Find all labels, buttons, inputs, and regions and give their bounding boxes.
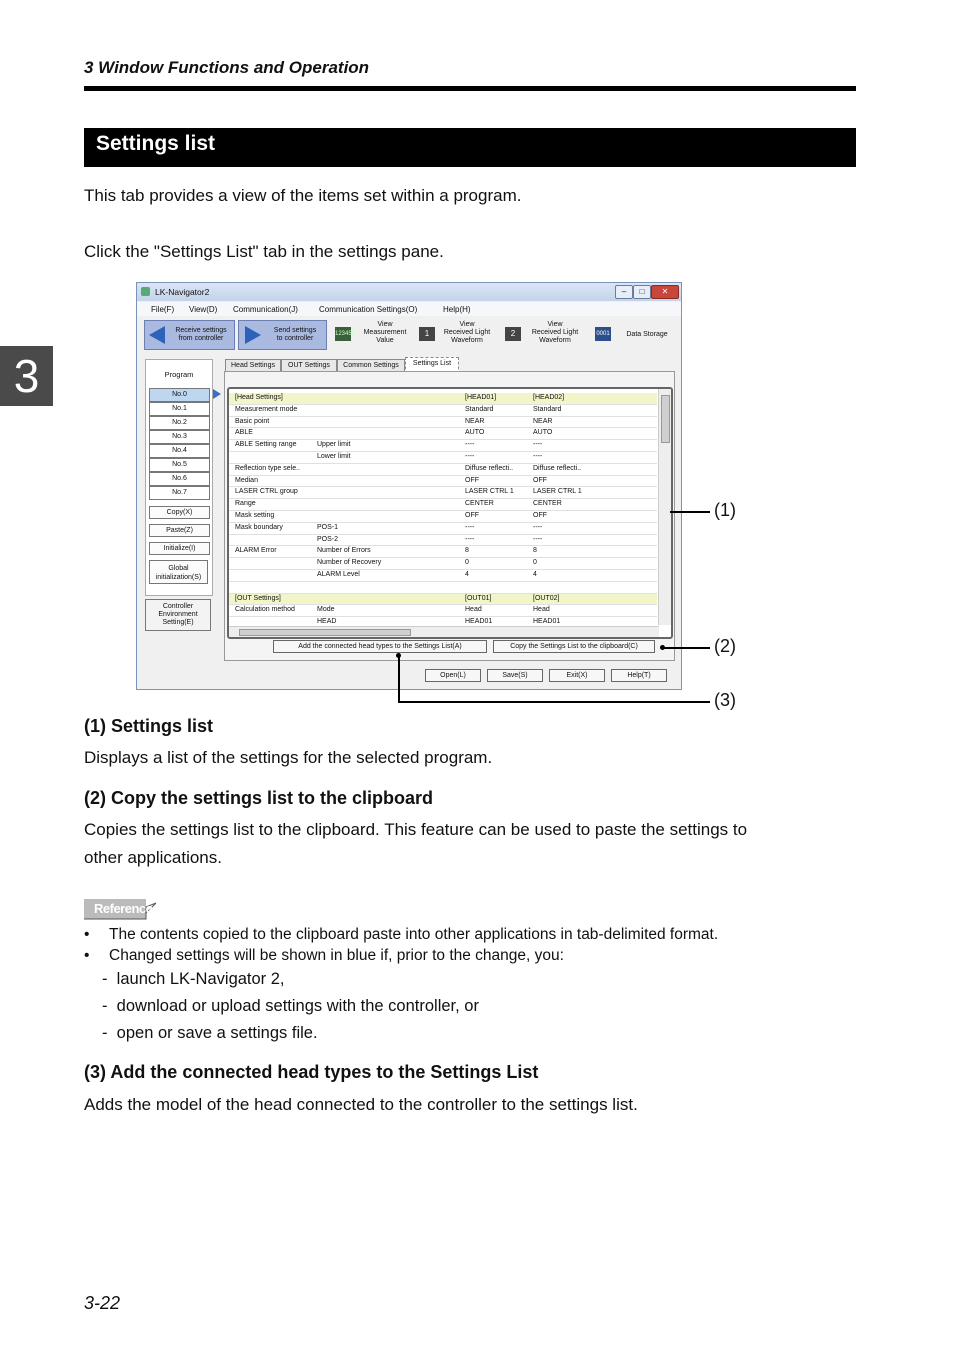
- program-item[interactable]: No.3: [149, 430, 210, 444]
- table-cell: LASER CTRL group: [235, 488, 298, 496]
- tab-common-settings[interactable]: Common Settings: [337, 359, 405, 371]
- initialize-button[interactable]: Initialize(I): [149, 542, 210, 555]
- table-cell: LASER CTRL 1: [465, 488, 514, 496]
- callout-3: (3): [714, 690, 736, 710]
- item-2-body: other applications.: [84, 848, 222, 867]
- table-cell: ALARM Level: [317, 570, 360, 578]
- table-cell: ----: [465, 452, 475, 460]
- selected-program-arrow-icon: [213, 389, 221, 399]
- minimize-icon[interactable]: –: [615, 285, 633, 299]
- table-cell: Upper limit: [317, 441, 351, 449]
- chapter-header: 3 Window Functions and Operation: [84, 58, 370, 77]
- data-storage-button[interactable]: Data Storage: [626, 331, 668, 338]
- table-row[interactable]: [229, 570, 657, 582]
- receive-settings-button[interactable]: Receive settings from controller: [144, 320, 235, 350]
- table-cell: Head: [533, 606, 550, 614]
- table-row[interactable]: [229, 428, 657, 440]
- menu-help[interactable]: Help(H): [443, 305, 471, 314]
- window-title: LK-Navigator2: [155, 287, 210, 297]
- table-cell: Mode: [317, 606, 335, 614]
- view-measurement-value-button[interactable]: View Measurement Value: [363, 321, 407, 344]
- add-head-types-button[interactable]: Add the connected head types to the Settings List(A): [273, 640, 487, 653]
- app-icon: [141, 287, 150, 296]
- table-row[interactable]: [229, 440, 657, 452]
- scroll-thumb[interactable]: [239, 629, 411, 636]
- instruction-text: Click the "Settings List" tab in the settings pane.: [84, 242, 444, 261]
- arrow-left-icon: [149, 326, 165, 344]
- program-item[interactable]: No.5: [149, 458, 210, 472]
- vertical-scrollbar[interactable]: [658, 389, 671, 625]
- reference-dash-item: - launch LK-Navigator 2,: [102, 970, 285, 988]
- table-cell: OFF: [465, 511, 479, 519]
- program-item[interactable]: No.1: [149, 402, 210, 416]
- item-2-title: (2) Copy the settings list to the clipboard: [84, 788, 434, 808]
- table-cell: Range: [235, 500, 256, 508]
- table-cell: Mask boundary: [235, 523, 283, 531]
- copy-to-clipboard-button[interactable]: Copy the Settings List to the clipboard(C): [493, 640, 655, 653]
- global-initialization-button[interactable]: Global initialization(S): [149, 560, 208, 584]
- reference-dash-item: - open or save a settings file.: [102, 1024, 318, 1042]
- callout-line-3h: [398, 701, 710, 703]
- table-cell: Lower limit: [317, 452, 351, 460]
- table-cell: OFF: [465, 476, 479, 484]
- table-row[interactable]: [229, 393, 657, 405]
- save-button[interactable]: Save(S): [487, 669, 543, 682]
- table-cell: Number of Errors: [317, 547, 371, 555]
- table-cell: [HEAD02]: [533, 394, 565, 401]
- arrow-right-icon: [245, 326, 261, 344]
- table-cell: Basic point: [235, 417, 270, 425]
- program-panel: [145, 359, 213, 596]
- item-1-body: Displays a list of the settings for the selected program.: [84, 748, 493, 767]
- table-cell: ----: [533, 523, 543, 531]
- reference-bullet: • The contents copied to the clipboard paste into other applications in tab-delimited format.: [84, 926, 719, 943]
- table-row[interactable]: [229, 499, 657, 511]
- menu-bar: [137, 302, 681, 316]
- item-1-title: (1) Settings list: [84, 716, 214, 736]
- table-cell: OFF: [533, 476, 547, 484]
- table-cell: Standard: [465, 405, 494, 413]
- table-cell: AUTO: [465, 429, 485, 437]
- table-cell: 4: [533, 570, 537, 578]
- menu-view[interactable]: View(D): [189, 305, 218, 314]
- table-cell: ----: [465, 523, 475, 531]
- tab-out-settings[interactable]: OUT Settings: [281, 359, 337, 371]
- table-cell: Head: [465, 606, 482, 614]
- item-2-body: Copies the settings list to the clipboard. This feature can be used to paste the settings to: [84, 820, 748, 839]
- header-rule: [84, 86, 856, 91]
- table-cell: ----: [533, 452, 543, 460]
- program-item[interactable]: No.4: [149, 444, 210, 458]
- table-cell: OFF: [533, 511, 547, 519]
- table-cell: [OUT02]: [533, 594, 560, 602]
- table-row[interactable]: [229, 464, 657, 476]
- measurement-value-icon: 123456: [335, 327, 351, 341]
- controller-environment-setting-button[interactable]: Controller Environment Setting(E): [145, 599, 211, 631]
- table-row[interactable]: [229, 511, 657, 523]
- callout-line-2: [664, 647, 710, 649]
- table-row[interactable]: [229, 594, 657, 606]
- table-cell: ALARM Error: [235, 547, 277, 555]
- reference-badge: Reference: [84, 899, 156, 921]
- view-waveform-2-button[interactable]: View Received Light Waveform: [531, 321, 579, 344]
- table-cell: Diffuse reflecti..: [533, 464, 582, 472]
- table-row[interactable]: [229, 476, 657, 488]
- table-row[interactable]: [229, 405, 657, 417]
- maximize-icon[interactable]: □: [633, 285, 651, 299]
- callout-1: (1): [714, 500, 736, 520]
- reference-bullet: • Changed settings will be shown in blue if, prior to the change, you:: [84, 947, 564, 964]
- table-cell: CENTER: [533, 500, 562, 508]
- settings-list-rows: [229, 393, 657, 639]
- program-item[interactable]: No.0: [149, 388, 210, 402]
- table-cell: ----: [465, 441, 475, 449]
- open-button[interactable]: Open(L): [425, 669, 481, 682]
- table-row[interactable]: [229, 558, 657, 570]
- program-title: Program: [164, 370, 194, 379]
- table-cell: CENTER: [465, 500, 494, 508]
- table-row[interactable]: [229, 535, 657, 547]
- table-cell: HEAD: [317, 618, 337, 626]
- copy-button[interactable]: Copy(X): [149, 506, 210, 519]
- table-cell: LASER CTRL 1: [533, 488, 582, 496]
- table-cell: ABLE: [235, 429, 253, 437]
- page-number: 3-22: [84, 1293, 121, 1313]
- table-cell: [OUT Settings]: [235, 594, 281, 602]
- reference-dash-item: - download or upload settings with the controller, or: [102, 997, 479, 1015]
- menu-file[interactable]: File(F): [151, 305, 175, 314]
- menu-communication[interactable]: Communication(J): [233, 305, 298, 314]
- table-cell: NEAR: [533, 417, 553, 425]
- table-cell: 8: [465, 547, 469, 555]
- table-cell: Standard: [533, 405, 562, 413]
- callout-2: (2): [714, 636, 736, 656]
- send-settings-button[interactable]: Send settings to controller: [238, 320, 327, 350]
- table-row[interactable]: [229, 546, 657, 558]
- item-3-body: Adds the model of the head connected to the controller to the settings list.: [84, 1095, 638, 1114]
- program-item[interactable]: No.7: [149, 486, 210, 500]
- table-row[interactable]: [229, 452, 657, 464]
- table-cell: ----: [533, 535, 543, 543]
- table-cell: ----: [533, 441, 543, 449]
- head1-icon: 1: [419, 327, 435, 341]
- table-cell: POS-2: [317, 535, 339, 543]
- table-cell: Reflection type sele..: [235, 464, 300, 472]
- table-cell: ABLE Setting range: [235, 441, 297, 449]
- table-cell: NEAR: [465, 417, 485, 425]
- chapter-tab: 3: [0, 346, 53, 406]
- table-cell: 0: [465, 559, 469, 567]
- close-icon[interactable]: ✕: [651, 285, 679, 299]
- program-item[interactable]: No.2: [149, 416, 210, 430]
- item-3-title: (3) Add the connected head types to the Settings List: [84, 1062, 539, 1082]
- table-cell: POS-1: [317, 523, 339, 531]
- intro-text: This tab provides a view of the items set within a program.: [84, 186, 522, 205]
- view-waveform-1-button[interactable]: View Received Light Waveform: [443, 321, 491, 344]
- table-row[interactable]: [229, 487, 657, 499]
- exit-button[interactable]: Exit(X): [549, 669, 605, 682]
- toolbar: [137, 317, 681, 351]
- window-titlebar: [137, 283, 681, 301]
- table-cell: [OUT01]: [465, 594, 492, 602]
- app-window-screenshot: [136, 282, 682, 690]
- table-cell: ----: [465, 535, 475, 543]
- settings-list[interactable]: [227, 387, 673, 639]
- table-cell: Median: [235, 476, 258, 484]
- table-cell: 8: [533, 547, 537, 555]
- table-row[interactable]: [229, 417, 657, 429]
- table-cell: Calculation method: [235, 606, 295, 614]
- table-row[interactable]: [229, 582, 657, 594]
- table-cell: Number of Recovery: [317, 559, 382, 567]
- tab-head-settings[interactable]: Head Settings: [225, 359, 281, 371]
- table-cell: 0: [533, 559, 537, 567]
- table-cell: Measurement mode: [235, 405, 298, 413]
- scroll-thumb[interactable]: [661, 395, 670, 443]
- data-storage-icon: 0001: [595, 327, 611, 341]
- help-button[interactable]: Help(T): [611, 669, 667, 682]
- table-cell: 4: [465, 570, 469, 578]
- table-cell: Mask setting: [235, 511, 275, 519]
- head2-icon: 2: [505, 327, 521, 341]
- table-cell: Diffuse reflecti..: [465, 464, 514, 472]
- table-cell: HEAD01: [465, 618, 493, 626]
- table-row[interactable]: [229, 605, 657, 617]
- table-cell: AUTO: [533, 429, 553, 437]
- paste-button[interactable]: Paste(Z): [149, 524, 210, 537]
- table-cell: [Head Settings]: [235, 394, 283, 401]
- table-row[interactable]: [229, 523, 657, 535]
- callout-line-3v: [398, 656, 400, 702]
- table-cell: HEAD01: [533, 618, 561, 626]
- callout-line-1: [670, 511, 710, 513]
- program-item[interactable]: No.6: [149, 472, 210, 486]
- tab-settings-list[interactable]: Settings List: [405, 357, 459, 374]
- horizontal-scrollbar[interactable]: [229, 626, 659, 637]
- table-cell: [HEAD01]: [465, 394, 497, 401]
- menu-communication-settings[interactable]: Communication Settings(O): [319, 305, 418, 314]
- section-title: Settings list: [96, 132, 216, 155]
